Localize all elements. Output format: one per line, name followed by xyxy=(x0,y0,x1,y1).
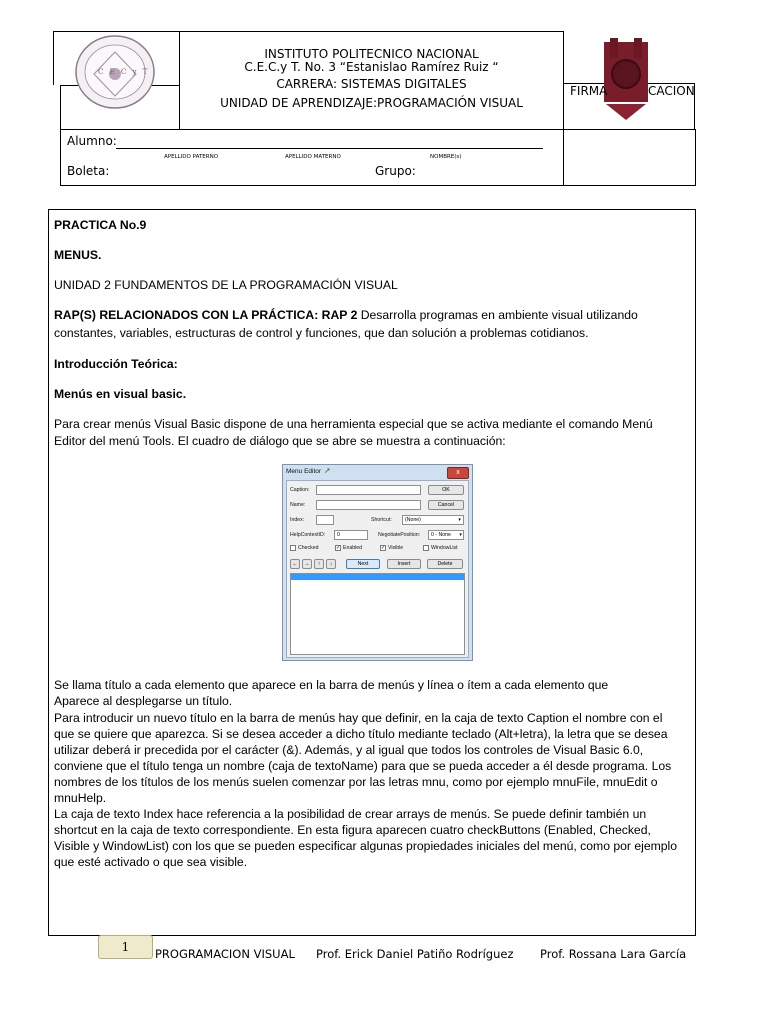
alumno-underline xyxy=(116,148,543,149)
chevron-down-icon: ▾ xyxy=(459,532,462,538)
alumno-label: Alumno: xyxy=(67,134,117,148)
body-line: que se quiere que aparezca. Si se desea acceder a dicho título mediante teclado (Alt+letra), la letra que se desea xyxy=(54,727,668,741)
body-line: utilizar deberá ir precedida por el carácter (&). Además, y al igual que todos los controles de Visual Basic 6.0, xyxy=(54,743,644,757)
ipn-logo xyxy=(596,34,656,122)
body-line: Se llama título a cada elemento que aparece en la barra de menús y línea o ítem a cada elemento que xyxy=(54,678,609,692)
body-line: shortcut en la caja de texto correspondiente. En esta figura aparecen cuatro checkButtons (Enabled, Checked, xyxy=(54,823,651,837)
close-icon: x xyxy=(447,467,469,479)
index-input xyxy=(316,515,334,525)
dialog-body xyxy=(286,480,469,658)
name-input xyxy=(316,500,421,510)
rap-label: RAP(S) RELACIONADOS CON LA PRÁCTICA: RAP 2 xyxy=(54,308,358,322)
apellido-materno-label: APELLIDO MATERNO xyxy=(285,154,341,160)
menus-title: MENUS. xyxy=(54,248,102,262)
enabled-label: Enabled xyxy=(343,545,363,551)
shortcut-label: Shortcut: xyxy=(371,517,392,523)
practica-title: PRACTICA No.9 xyxy=(54,218,147,232)
intro-heading: Introducción Teórica: xyxy=(54,357,178,371)
school-name: C.E.C.y T. No. 3 “Estanislao Ramírez Ruiz “ xyxy=(244,60,499,74)
body-line: nombres de los títulos de los menús suelen comenzar por las letras mnu, como por ejemplo mnuFile, mnuEdit o xyxy=(54,775,658,789)
body-line: mnuHelp. xyxy=(54,791,107,805)
para1-line2: Editor del menú Tools. El cuadro de diálogo que se abre se muestra a continuación: xyxy=(54,434,506,448)
calificacion-label: CACION xyxy=(648,84,695,98)
selected-list-row xyxy=(291,574,464,580)
caption-input xyxy=(316,485,421,495)
arrow-right-icon: → xyxy=(302,559,312,569)
shortcut-select xyxy=(402,515,464,525)
footer-course: PROGRAMACION VISUAL xyxy=(155,947,295,961)
arrow-up-icon: ↑ xyxy=(314,559,324,569)
negotiate-value: 0 - None xyxy=(431,532,451,538)
dialog-title: Menu Editor xyxy=(286,468,322,475)
institution-name: INSTITUTO POLITECNICO NACIONAL xyxy=(264,47,479,61)
menu-editor-dialog xyxy=(282,464,473,661)
career: CARRERA: SISTEMAS DIGITALES xyxy=(276,77,467,91)
checked-label: Checked xyxy=(298,545,319,551)
helpcontext-label: HelpContextID: xyxy=(290,532,326,538)
nombres-label: NOMBRE(s) xyxy=(430,154,462,160)
name-label: Name: xyxy=(290,502,306,508)
windowlist-checkbox xyxy=(423,545,429,551)
body-line: conviene que el título tenga un nombre (caja de textoName) para que se pueda acceder a él desde programa. Los xyxy=(54,759,672,773)
firma-label: FIRMA xyxy=(570,84,608,98)
menus-vb-heading: Menús en visual basic. xyxy=(54,387,187,401)
body-line: Aparece al desplegarse un título. xyxy=(54,694,233,708)
grupo-label: Grupo: xyxy=(375,164,416,178)
negotiate-select xyxy=(428,530,464,540)
insert-button: Insert xyxy=(387,559,421,569)
caption-label: Caption: xyxy=(290,487,310,493)
arrow-left-icon: ← xyxy=(290,559,300,569)
negotiate-label: NegotiatePosition: xyxy=(378,532,421,538)
unidad-heading: UNIDAD 2 FUNDAMENTOS DE LA PROGRAMACIÓN VISUAL xyxy=(54,278,398,292)
index-label: Index: xyxy=(290,517,305,523)
boleta-label: Boleta: xyxy=(67,164,110,178)
delete-button: Delete xyxy=(427,559,463,569)
rap-text: Desarrolla programas en ambiente visual utilizando xyxy=(357,308,638,322)
rap-line2: constantes, variables, estructuras de control y funciones, que dan solución a problemas cotidianos. xyxy=(54,326,589,340)
footer-prof1: Prof. Erick Daniel Patiño Rodríguez xyxy=(316,947,514,961)
body-line: que esté activado o que sea visible. xyxy=(54,855,248,869)
chevron-down-icon: ▾ xyxy=(458,517,461,523)
cancel-button: Cancel xyxy=(428,500,464,510)
windowlist-label: WindowList xyxy=(431,545,458,551)
visible-checkbox: ✓ xyxy=(381,545,386,551)
rap-line1 xyxy=(54,307,638,323)
para1-line1: Para crear menús Visual Basic dispone de una herramienta especial que se activa mediante el comando Menú xyxy=(54,417,653,431)
helpcontext-input: 0 xyxy=(334,530,368,540)
arrow-down-icon: ↓ xyxy=(326,559,336,569)
apellido-paterno-label: APELLIDO PATERNO xyxy=(164,154,219,160)
visible-label: Visible xyxy=(388,545,404,551)
next-button: Next xyxy=(346,559,380,569)
learning-unit: UNIDAD DE APRENDIZAJE:PROGRAMACIÓN VISUAL xyxy=(220,96,523,110)
body-line: Visible y WindowList) con los que se pueden especificar algunas propiedades iniciales del menú, como por ejemplo xyxy=(54,839,678,853)
checked-checkbox xyxy=(290,545,296,551)
page-number: 1 xyxy=(98,935,153,959)
cecyt-logo xyxy=(74,34,156,110)
enabled-checkbox: ✓ xyxy=(336,545,341,551)
body-line: La caja de texto Index hace referencia a la posibilidad de crear arrays de menús. Se puede definir también un xyxy=(54,807,647,821)
menu-items-list xyxy=(290,573,465,655)
body-line: Para introducir un nuevo título en la barra de menús hay que definir, en la caja de texto Caption el nombre con el xyxy=(54,711,663,725)
footer-prof2: Prof. Rossana Lara García xyxy=(540,947,687,961)
shortcut-value: (None) xyxy=(405,517,421,523)
ok-button: OK xyxy=(428,485,464,495)
cursor-icon: ➚ xyxy=(324,466,331,475)
logo-text: C E C y T xyxy=(98,68,150,76)
